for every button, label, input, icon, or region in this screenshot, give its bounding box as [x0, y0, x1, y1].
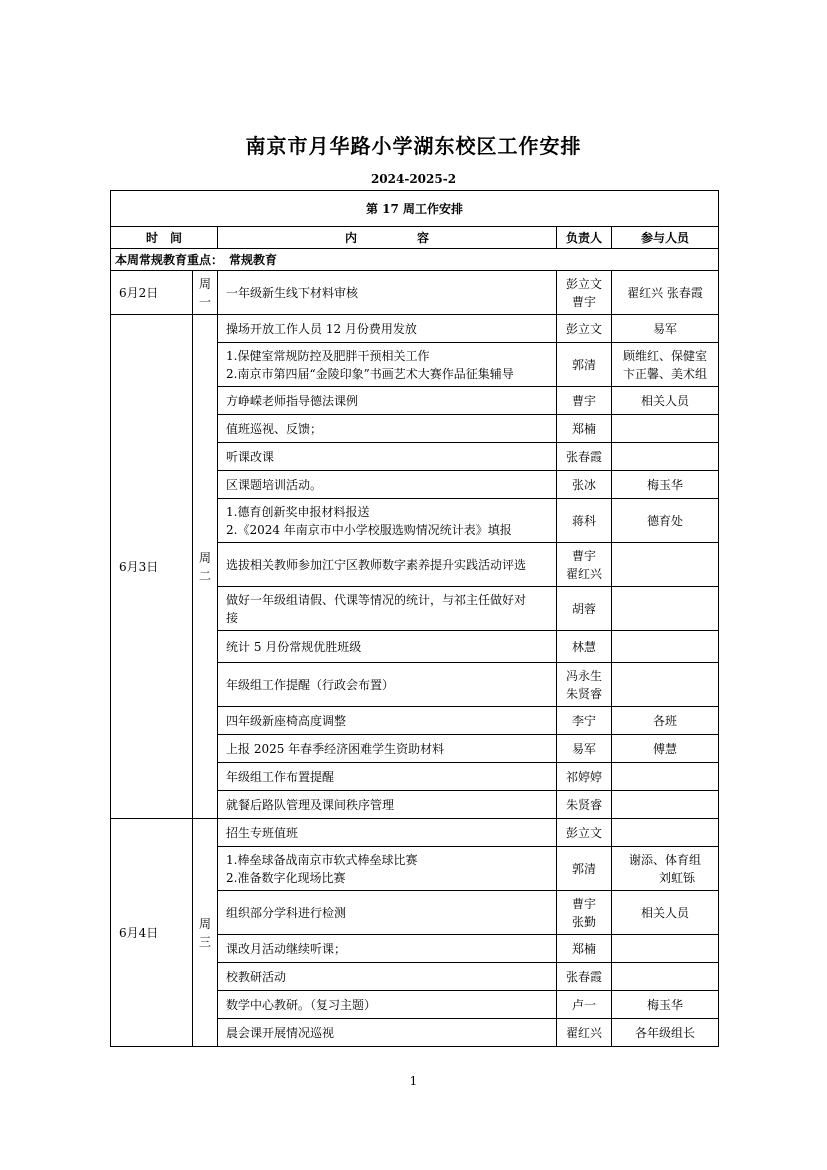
task-content — [218, 587, 557, 631]
owner-name: 蒋科 — [571, 513, 596, 528]
task-owner — [557, 791, 612, 819]
owner-name: 祁婷婷 — [565, 769, 602, 784]
owner-name: 张春霞 — [565, 969, 602, 984]
task-line: 区课题培训活动。 — [226, 477, 323, 492]
task-line: 操场开放工作人员 12 月份费用发放 — [226, 321, 417, 336]
task-content — [218, 963, 557, 991]
task-line: 1.保健室常规防控及肥胖干预相关工作 — [226, 348, 430, 363]
task-owner — [557, 1019, 612, 1047]
task-content — [218, 471, 557, 499]
participant-names: 易军 — [653, 321, 678, 336]
participant-names: 梅玉华 — [647, 477, 684, 492]
task-owner — [557, 543, 612, 587]
task-participants — [612, 1019, 719, 1047]
participant-names: 谢添、体育组 — [629, 852, 702, 867]
task-content — [218, 935, 557, 963]
task-line: 选拔相关教师参加江宁区教师数字素养提升实践活动评选 — [226, 557, 527, 572]
task-participants — [612, 791, 719, 819]
weekday-char: 周 — [198, 916, 211, 931]
owner-name: 张勤 — [571, 914, 596, 929]
task-participants — [612, 763, 719, 791]
owner-name: 彭立文 — [565, 276, 602, 291]
task-line: 一年级新生线下材料审核 — [226, 285, 359, 300]
owner-name: 胡蓉 — [571, 601, 596, 616]
owner-name: 郭清 — [571, 861, 596, 876]
schedule-table — [110, 190, 719, 1047]
owner-name: 曹宇 — [571, 896, 596, 911]
owner-name: 郑楠 — [571, 941, 596, 956]
owner-name: 翟红兴 — [565, 1025, 602, 1040]
task-line: 上报 2025 年春季经济困难学生资助材料 — [226, 741, 445, 756]
task-line: 方峥嵘老师指导德法课例 — [226, 393, 359, 408]
participant-names: 相关人员 — [641, 905, 690, 920]
task-line: 1.棒垒球备战南京市软式棒垒球比赛 — [226, 852, 418, 867]
task-participants — [612, 663, 719, 707]
task-owner — [557, 735, 612, 763]
participant-names: 梅玉华 — [647, 997, 684, 1012]
document-title: 南京市月华路小学湖东校区工作安排 — [245, 134, 582, 158]
task-participants — [612, 387, 719, 415]
header-time: 时 间 — [111, 227, 218, 249]
owner-name: 彭立文 — [565, 321, 602, 336]
owner-name: 曹宇 — [571, 393, 596, 408]
task-line: 年级组工作布置提醒 — [226, 769, 335, 784]
task-content — [218, 819, 557, 847]
task-content — [218, 791, 557, 819]
task-participants — [612, 631, 719, 663]
owner-name: 冯永生 — [565, 668, 602, 683]
task-owner — [557, 271, 612, 315]
task-owner — [557, 415, 612, 443]
owner-name: 郑楠 — [571, 421, 596, 436]
task-content — [218, 663, 557, 707]
participant-names: 德育处 — [647, 513, 684, 528]
task-owner — [557, 707, 612, 735]
task-line: 1.德育创新奖申报材料报送 — [226, 504, 370, 519]
task-content — [218, 763, 557, 791]
task-participants — [612, 935, 719, 963]
task-line: 组织部分学科进行检测 — [226, 905, 347, 920]
task-owner — [557, 315, 612, 343]
task-owner — [557, 819, 612, 847]
task-owner — [557, 891, 612, 935]
task-participants — [612, 819, 719, 847]
owner-name: 朱贤睿 — [565, 686, 602, 701]
task-participants — [612, 543, 719, 587]
day-date: 6月2日 — [111, 271, 193, 315]
task-content — [218, 543, 557, 587]
schedule-row — [111, 271, 719, 315]
owner-name: 卢一 — [571, 997, 596, 1012]
task-participants — [612, 443, 719, 471]
task-line: 值班巡视、反馈； — [226, 421, 323, 436]
task-line: 校教研活动 — [226, 969, 287, 984]
task-content — [218, 891, 557, 935]
owner-name: 易军 — [571, 741, 596, 756]
week-title-row — [111, 191, 719, 227]
task-content — [218, 991, 557, 1019]
owner-name: 曹宇 — [571, 548, 596, 563]
task-owner — [557, 963, 612, 991]
weekday-char: 周 — [198, 550, 211, 565]
owner-name: 林慧 — [571, 639, 596, 654]
participant-names: 卞正馨、美术组 — [623, 366, 708, 381]
header-participants: 参与人员 — [612, 227, 719, 249]
task-content — [218, 707, 557, 735]
owner-name: 朱贤睿 — [565, 797, 602, 812]
task-participants — [612, 315, 719, 343]
task-owner — [557, 631, 612, 663]
owner-name: 曹宇 — [571, 294, 596, 309]
task-content — [218, 499, 557, 543]
schedule-row — [111, 315, 719, 343]
task-owner — [557, 663, 612, 707]
task-owner — [557, 847, 612, 891]
task-participants — [612, 735, 719, 763]
focus-row — [111, 249, 719, 271]
task-owner — [557, 935, 612, 963]
weekday — [193, 819, 218, 1047]
task-line: 就餐后路队管理及课间秩序管理 — [226, 797, 395, 812]
task-line: 2.南京市第四届“金陵印象”书画艺术大赛作品征集辅导 — [226, 366, 514, 381]
task-participants — [612, 415, 719, 443]
weekday-char: 二 — [198, 568, 211, 583]
weekday-char: 三 — [198, 934, 211, 949]
task-content — [218, 443, 557, 471]
task-line: 招生专班值班 — [226, 825, 299, 840]
task-content — [218, 1019, 557, 1047]
task-line: 课改月活动继续听课； — [226, 941, 347, 956]
task-line: 2.《2024 年南京市中小学校服选购情况统计表》填报 — [226, 522, 512, 537]
weekday — [193, 271, 218, 315]
task-owner — [557, 387, 612, 415]
schedule-row — [111, 819, 719, 847]
task-owner — [557, 587, 612, 631]
task-line: 四年级新座椅高度调整 — [226, 713, 347, 728]
day-date: 6月4日 — [111, 819, 193, 1047]
task-participants — [612, 499, 719, 543]
task-owner — [557, 443, 612, 471]
task-content — [218, 343, 557, 387]
task-participants — [612, 891, 719, 935]
weekday-char: 周 — [198, 276, 211, 291]
header-owner: 负责人 — [557, 227, 612, 249]
task-participants — [612, 991, 719, 1019]
task-line: 接 — [226, 610, 239, 625]
task-content — [218, 271, 557, 315]
participant-names: 顾维红、保健室 — [623, 348, 708, 363]
task-owner — [557, 763, 612, 791]
task-line: 做好一年级组请假、代课等情况的统计，与祁主任做好对 — [226, 592, 527, 607]
weekly-focus: 本周常规教育重点： 常规教育 — [111, 249, 719, 271]
task-owner — [557, 343, 612, 387]
task-owner — [557, 471, 612, 499]
task-line: 晨会课开展情况巡视 — [226, 1025, 335, 1040]
header-row — [111, 227, 719, 249]
task-content — [218, 631, 557, 663]
owner-name: 翟红兴 — [565, 566, 602, 581]
participant-names: 翟红兴 张春霞 — [627, 285, 703, 300]
task-line: 年级组工作提醒（行政会布置） — [226, 677, 395, 692]
task-line: 统计 5 月份常规优胜班级 — [226, 639, 362, 654]
task-participants — [612, 343, 719, 387]
week-title: 第 17 周工作安排 — [111, 191, 719, 227]
task-participants — [612, 707, 719, 735]
page-number: 1 — [409, 1074, 418, 1088]
task-participants — [612, 471, 719, 499]
task-content — [218, 847, 557, 891]
task-participants — [612, 587, 719, 631]
task-content — [218, 315, 557, 343]
owner-name: 张春霞 — [565, 449, 602, 464]
participant-names: 傅慧 — [653, 741, 678, 756]
task-owner — [557, 991, 612, 1019]
task-participants — [612, 963, 719, 991]
owner-name: 张冰 — [571, 477, 596, 492]
task-content — [218, 415, 557, 443]
task-participants — [612, 847, 719, 891]
header-content: 内 容 — [218, 227, 557, 249]
participant-names: 各班 — [653, 713, 678, 728]
participant-names: 相关人员 — [641, 393, 690, 408]
weekday — [193, 315, 218, 819]
day-date: 6月3日 — [111, 315, 193, 819]
owner-name: 李宁 — [571, 713, 596, 728]
task-line: 2.准备数字化现场比赛 — [226, 870, 346, 885]
participant-names: 各年级组长 — [635, 1025, 696, 1040]
task-line: 数学中心教研。（复习主题） — [226, 997, 377, 1012]
task-owner — [557, 499, 612, 543]
participant-names: 刘虹铄 — [635, 870, 696, 885]
weekday-char: 一 — [198, 294, 211, 309]
task-participants — [612, 271, 719, 315]
owner-name: 彭立文 — [565, 825, 602, 840]
document-subtitle: 2024-2025-2 — [370, 172, 457, 186]
task-content — [218, 387, 557, 415]
task-line: 听课改课 — [226, 449, 275, 464]
owner-name: 郭清 — [571, 357, 596, 372]
task-content — [218, 735, 557, 763]
